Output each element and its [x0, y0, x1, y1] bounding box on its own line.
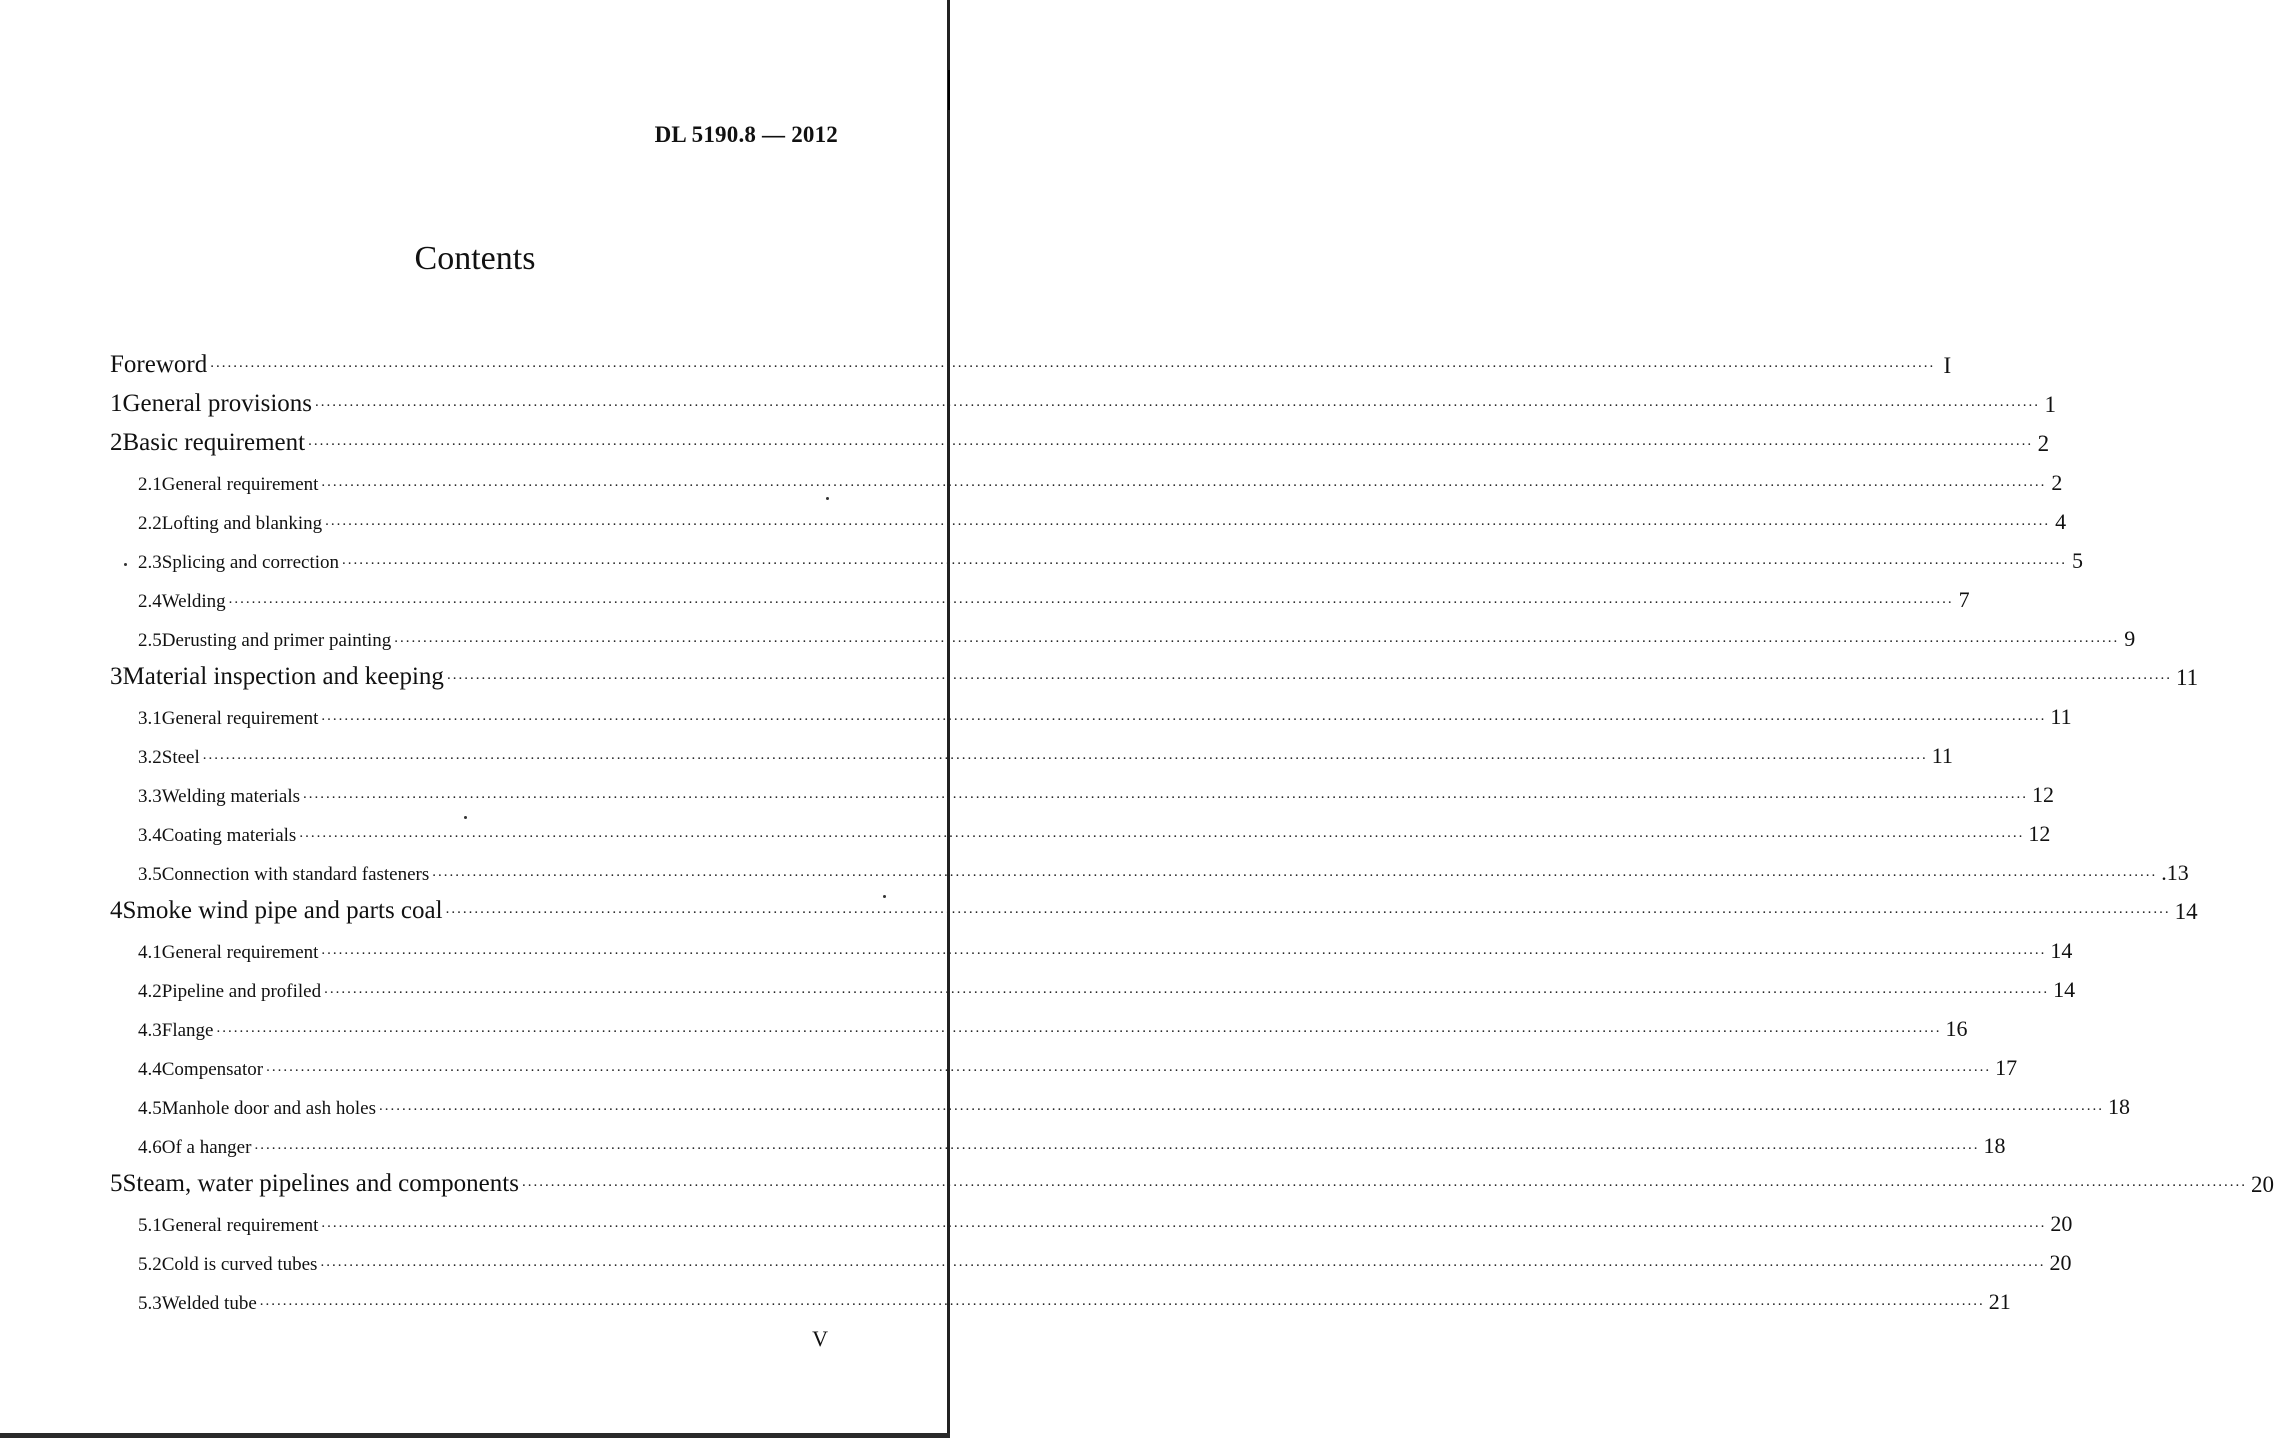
toc-entry-number: 4.6 [138, 1137, 162, 1158]
toc-entry-label: Welded tube [161, 1293, 257, 1314]
toc-entry-number: 5.1 [138, 1215, 162, 1236]
page-edge-mark [948, 70, 950, 110]
toc-entry-label: Smoke wind pipe and parts coal [122, 897, 443, 924]
toc-entry-page: 21 [1988, 1289, 2011, 1314]
toc-entry-page: 2 [2037, 431, 2050, 456]
page-number: V [812, 1326, 828, 1351]
toc-entry-label: Foreword [110, 351, 208, 378]
toc-entry-label: General requirement [161, 942, 319, 963]
toc-entry-label: Compensator [161, 1059, 264, 1080]
toc-entry-label: Coating materials [161, 825, 297, 846]
toc-leader-dots: ............................................................................................................................................................................................................................................................................................................ [216, 1020, 1942, 1036]
toc-entry-number: 2.2 [138, 513, 162, 534]
toc-leader-dots: ............................................................................................................................................................................................................................................................................................................ [259, 1293, 1985, 1309]
toc-leader-dots: ............................................................................................................................................................................................................................................................................................................ [325, 513, 2051, 529]
toc-entry-label: Welding materials [161, 786, 301, 807]
toc-entry[interactable] [110, 1276, 2011, 1315]
toc-entry[interactable] [110, 379, 2057, 418]
toc-entry[interactable] [110, 808, 2051, 847]
toc-entry[interactable] [110, 1120, 2006, 1159]
toc-entry-page: 20 [2050, 1211, 2073, 1236]
scan-speck [826, 497, 829, 500]
toc-entry[interactable] [110, 535, 2084, 574]
toc-entry[interactable] [110, 457, 2063, 496]
toc-entry-label: Derusting and primer painting [161, 630, 392, 651]
scan-speck [464, 816, 467, 819]
toc-entry-page: 12 [2032, 782, 2055, 807]
toc-entry-number: 1 [110, 390, 123, 417]
toc-leader-dots: ............................................................................................................................................................................................................................................................................................................ [315, 394, 2041, 410]
page-title: Contents [414, 240, 536, 277]
toc-entry-page: 14 [2053, 977, 2076, 1002]
table-of-contents [110, 340, 2274, 1315]
toc-leader-dots: ............................................................................................................................................................................................................................................................................................................ [321, 942, 2047, 958]
toc-leader-dots: ............................................................................................................................................................................................................................................................................................................ [210, 355, 1936, 371]
toc-entry[interactable] [110, 496, 2067, 535]
toc-entry-label: Connection with standard fasteners [161, 864, 430, 885]
toc-entry-number: 2.3 [138, 552, 162, 573]
toc-entry[interactable] [110, 1159, 2274, 1198]
toc-entry-label: General requirement [161, 1215, 319, 1236]
toc-entry-page: 12 [2028, 821, 2051, 846]
toc-leader-dots: ............................................................................................................................................................................................................................................................................................................ [446, 667, 2172, 683]
toc-entry-page: 5 [2072, 548, 2084, 573]
toc-entry-number: 3.1 [138, 708, 162, 729]
toc-entry[interactable] [110, 1198, 2073, 1237]
toc-entry-page: .13 [2161, 860, 2189, 885]
toc-entry-label: Welding [161, 591, 226, 612]
toc-entry-label: Cold is curved tubes [161, 1254, 318, 1275]
toc-entry[interactable] [110, 1081, 2130, 1120]
toc-entry-label: Lofting and blanking [161, 513, 323, 534]
toc-entry-page: 11 [1931, 743, 1953, 768]
toc-entry-label: Pipeline and profiled [161, 981, 322, 1002]
toc-entry[interactable] [110, 964, 2076, 1003]
toc-entry-label: General requirement [161, 708, 319, 729]
toc-entry[interactable] [110, 1003, 1968, 1042]
toc-entry-number: 5 [110, 1170, 123, 1197]
toc-entry-page: 9 [2124, 626, 2136, 651]
toc-leader-dots: ............................................................................................................................................................................................................................................................................................................ [445, 901, 2171, 917]
toc-entry[interactable] [110, 925, 2073, 964]
toc-entry-number: 2 [110, 429, 123, 456]
toc-entry-label: General provisions [122, 390, 313, 417]
toc-entry-number: 4.2 [138, 981, 162, 1002]
toc-entry-page: 14 [2174, 899, 2198, 924]
toc-entry-number: 4.5 [138, 1098, 162, 1119]
toc-entry-page: 16 [1945, 1016, 1968, 1041]
toc-entry-page: 14 [2050, 938, 2073, 963]
toc-leader-dots: ............................................................................................................................................................................................................................................................................................................ [254, 1137, 1980, 1153]
toc-entry-label: Splicing and correction [161, 552, 340, 573]
toc-leader-dots: ............................................................................................................................................................................................................................................................................................................ [432, 864, 2158, 880]
scan-speck [124, 563, 127, 566]
toc-leader-dots: ............................................................................................................................................................................................................................................................................................................ [202, 747, 1928, 763]
toc-entry-label: Manhole door and ash holes [161, 1098, 376, 1119]
toc-entry-page: I [1943, 353, 1952, 378]
toc-entry-number: 2.4 [138, 591, 162, 612]
toc-entry-page: 1 [2044, 392, 2057, 417]
toc-leader-dots: ............................................................................................................................................................................................................................................................................................................ [321, 1215, 2047, 1231]
toc-entry-number: 3.2 [138, 747, 162, 768]
toc-leader-dots: ............................................................................................................................................................................................................................................................................................................ [394, 630, 2120, 646]
toc-entry-number: 4.4 [138, 1059, 162, 1080]
toc-entry-label: Steam, water pipelines and components [122, 1170, 519, 1197]
toc-leader-dots: ............................................................................................................................................................................................................................................................................................................ [303, 786, 2029, 802]
toc-entry-number: 5.2 [138, 1254, 162, 1275]
toc-entry-number: 3 [110, 663, 123, 690]
toc-entry[interactable] [110, 769, 2055, 808]
toc-entry-page: 18 [2107, 1094, 2130, 1119]
toc-entry-number: 3.4 [138, 825, 162, 846]
toc-leader-dots: ............................................................................................................................................................................................................................................................................................................ [342, 552, 2068, 568]
toc-entry-page: 2 [2051, 470, 2063, 495]
page-edge-bottom [0, 1433, 950, 1438]
toc-entry-label: Of a hanger [161, 1137, 252, 1158]
toc-entry-page: 20 [2250, 1172, 2274, 1197]
toc-entry[interactable] [110, 1237, 2072, 1276]
toc-leader-dots: ............................................................................................................................................................................................................................................................................................................ [321, 474, 2047, 490]
toc-entry-page: 11 [2050, 704, 2072, 729]
toc-leader-dots: ............................................................................................................................................................................................................................................................................................................ [299, 825, 2025, 841]
toc-entry-number: 5.3 [138, 1293, 162, 1314]
toc-leader-dots: ............................................................................................................................................................................................................................................................................................................ [266, 1059, 1992, 1075]
toc-leader-dots: ............................................................................................................................................................................................................................................................................................................ [521, 1174, 2247, 1190]
scan-speck [883, 895, 886, 898]
toc-entry[interactable] [110, 730, 1953, 769]
toc-leader-dots: ............................................................................................................................................................................................................................................................................................................ [308, 433, 2034, 449]
toc-entry-page: 7 [1958, 587, 1970, 612]
toc-entry[interactable] [110, 574, 1970, 613]
toc-entry[interactable] [110, 1042, 2018, 1081]
document-code: DL 5190.8 — 2012 [654, 122, 838, 147]
toc-leader-dots: ............................................................................................................................................................................................................................................................................................................ [321, 708, 2047, 724]
toc-entry-label: Flange [161, 1020, 214, 1041]
toc-entry-label: General requirement [161, 474, 319, 495]
toc-entry[interactable] [110, 691, 2072, 730]
toc-leader-dots: ............................................................................................................................................................................................................................................................................................................ [320, 1254, 2046, 1270]
toc-leader-dots: ............................................................................................................................................................................................................................................................................................................ [378, 1098, 2104, 1114]
toc-entry-number: 4.1 [138, 942, 162, 963]
toc-entry-number: 3.5 [138, 864, 162, 885]
toc-entry-label: Steel [161, 747, 200, 768]
toc-leader-dots: ............................................................................................................................................................................................................................................................................................................ [324, 981, 2050, 997]
toc-entry-page: 11 [2175, 665, 2199, 690]
toc-entry-page: 4 [2055, 509, 2067, 534]
toc-entry-page: 18 [1983, 1133, 2006, 1158]
toc-entry-number: 2.1 [138, 474, 162, 495]
toc-entry-label: Material inspection and keeping [122, 663, 444, 690]
toc-entry[interactable] [110, 847, 2189, 886]
toc-entry[interactable] [110, 418, 2050, 457]
toc-entry-page: 20 [2049, 1250, 2072, 1275]
toc-entry-page: 17 [1995, 1055, 2018, 1080]
toc-entry-number: 4.3 [138, 1020, 162, 1041]
toc-entry[interactable] [110, 652, 2199, 691]
toc-entry[interactable] [110, 340, 1952, 379]
toc-entry[interactable] [110, 886, 2198, 925]
toc-entry-number: 3.3 [138, 786, 162, 807]
toc-entry-number: 4 [110, 897, 123, 924]
toc-entry[interactable] [110, 613, 2136, 652]
toc-entry-label: Basic requirement [122, 429, 306, 456]
toc-leader-dots: ............................................................................................................................................................................................................................................................................................................ [228, 591, 1954, 607]
toc-entry-number: 2.5 [138, 630, 162, 651]
